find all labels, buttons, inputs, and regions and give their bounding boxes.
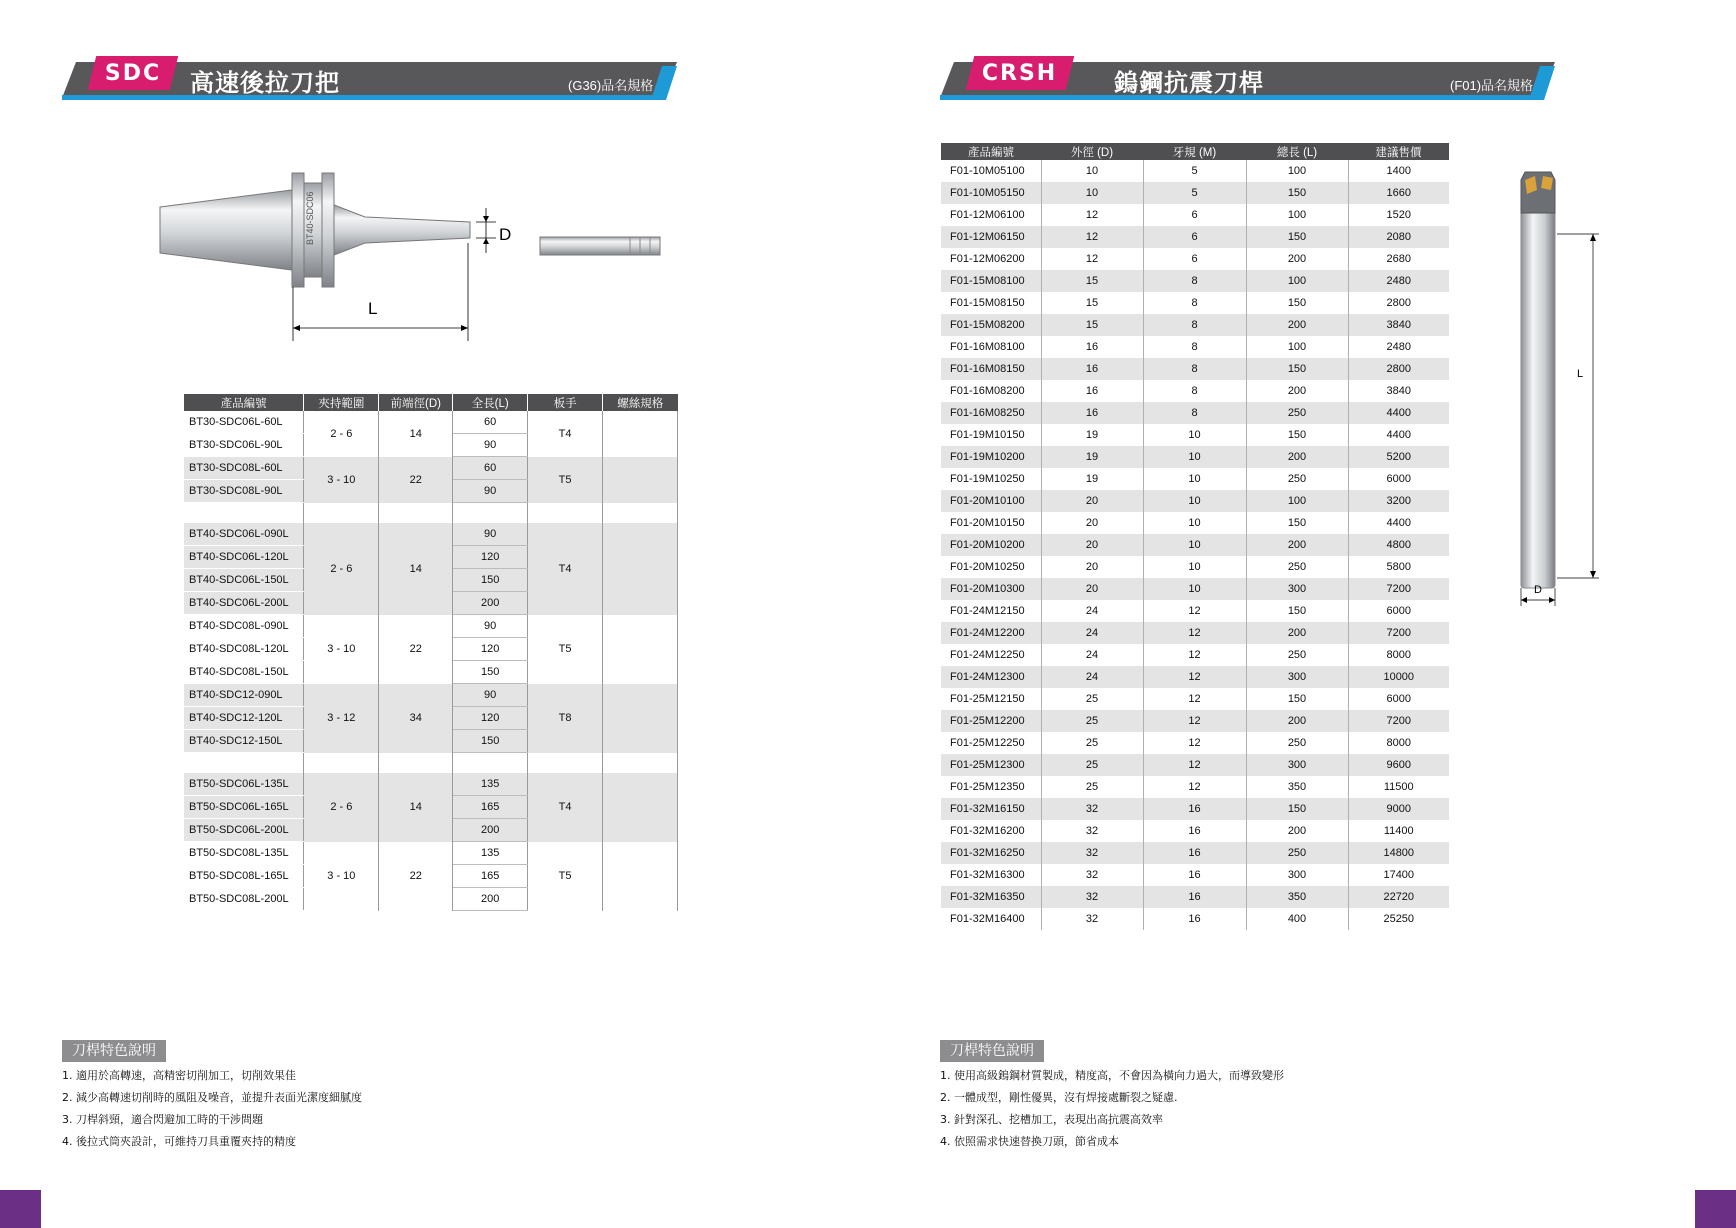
right-header-banner [940,62,1555,98]
col-screw: 螺絲規格 [603,394,678,411]
page-title: 鎢鋼抗震刀桿 [1114,69,1264,97]
features-title: 刀桿特色說明 [940,1040,1044,1062]
col-code: 產品編號 [941,143,1041,160]
page-corner-mark [1695,1190,1736,1228]
table-row: BT30-SDC08L-60L 3 - 10 22 60 T5 [184,457,678,480]
features-title: 刀桿特色說明 [62,1040,166,1062]
collet-image [540,237,660,255]
table-row: BT50-SDC06L-200L 200 [184,819,678,842]
feature-note: 2. 減少高轉速切削時的風阻及噪音，並提升表面光潔度細膩度 [62,1091,362,1104]
table-row: BT50-SDC08L-200L 200 [184,888,678,911]
feature-note: 1. 使用高級鎢鋼材質製成，精度高，不會因為橫向力過大，而導致變形 [940,1069,1284,1082]
tool-holder-diagram [150,165,710,345]
col-code: 產品編號 [184,394,304,411]
table-row: F01-16M08250 16 8 250 4400 [941,402,1449,424]
table-row: F01-25M12350 25 12 350 11500 [941,776,1449,798]
table-row: BT30-SDC06L-90L 90 [184,434,678,457]
table-row: BT40-SDC06L-200L 200 [184,592,678,615]
table-row: F01-10M05100 10 5 100 1400 [941,160,1449,182]
spec-label: (G36)品名規格 [568,78,654,93]
table-row: BT50-SDC08L-165L 165 [184,865,678,888]
spec-label: (F01)品名規格 [1450,78,1534,93]
table-row: F01-15M08100 15 8 100 2480 [941,270,1449,292]
table-row: F01-24M12250 24 12 250 8000 [941,644,1449,666]
table-row: BT40-SDC12-090L 3 - 12 34 90 T8 [184,684,678,707]
table-row: F01-10M05150 10 5 150 1660 [941,182,1449,204]
dimension-l-label: L [368,299,378,318]
col-wrench: 板手 [528,394,603,411]
page-title: 高速後拉刀把 [190,69,340,97]
feature-note: 4. 後拉式筒夾設計，可維持刀具重覆夾持的精度 [62,1135,296,1148]
table-row: F01-20M10150 20 10 150 4400 [941,512,1449,534]
table-row: F01-12M06100 12 6 100 1520 [941,204,1449,226]
table-header-row [941,143,1449,160]
table-row: F01-25M12300 25 12 300 9600 [941,754,1449,776]
table-row: F01-24M12150 24 12 150 6000 [941,600,1449,622]
table-row: F01-20M10300 20 10 300 7200 [941,578,1449,600]
table-row: F01-19M10150 19 10 150 4400 [941,424,1449,446]
series-tag: CRSH [966,56,1074,90]
table-row: BT50-SDC06L-165L 165 [184,796,678,819]
left-header-banner [62,62,677,98]
dimension-l-label: L [1577,368,1584,380]
table-row: F01-20M10200 20 10 200 4800 [941,534,1449,556]
table-row: BT40-SDC12-120L 120 [184,707,678,730]
feature-note: 2. 一體成型，剛性優異，沒有焊接處斷裂之疑慮. [940,1091,1178,1104]
crsh-spec-table [941,143,1449,930]
feature-note: 3. 針對深孔、挖槽加工，表現出高抗震高效率 [940,1113,1163,1126]
table-row: F01-19M10200 19 10 200 5200 [941,446,1449,468]
table-row: F01-16M08200 16 8 200 3840 [941,380,1449,402]
table-row: F01-32M16250 32 16 250 14800 [941,842,1449,864]
table-row: BT30-SDC08L-90L 90 [184,480,678,503]
feature-note: 3. 刀桿斜頸，適合閃避加工時的干涉問題 [62,1113,263,1126]
table-row: F01-16M08150 16 8 150 2800 [941,358,1449,380]
table-row: F01-16M08100 16 8 100 2480 [941,336,1449,358]
table-row: F01-32M16200 32 16 200 11400 [941,820,1449,842]
table-row: F01-32M16400 32 16 400 25250 [941,908,1449,930]
table-row: BT40-SDC08L-090L 3 - 10 22 90 T5 [184,615,678,638]
page-corner-mark [0,1190,41,1228]
col-length: 總長 (L) [1246,143,1348,160]
table-row: F01-32M16300 32 16 300 17400 [941,864,1449,886]
table-row: F01-32M16150 32 16 150 9000 [941,798,1449,820]
boring-bar-diagram [1505,168,1605,613]
table-header-row [184,394,678,411]
col-diameter: 前端徑(D) [379,394,453,411]
col-diameter: 外徑 (D) [1041,143,1143,160]
table-row: BT40-SDC06L-150L 150 [184,569,678,592]
table-row: BT40-SDC08L-150L 150 [184,661,678,684]
table-row: F01-15M08200 15 8 200 3840 [941,314,1449,336]
table-row: F01-24M12300 24 12 300 10000 [941,666,1449,688]
table-row: BT40-SDC12-150L 150 [184,730,678,753]
col-length: 全長(L) [453,394,528,411]
dimension-d-label: D [1534,584,1542,596]
table-row: F01-32M16350 32 16 350 22720 [941,886,1449,908]
sdc-spec-table [184,394,678,911]
col-price: 建議售價 [1348,143,1449,160]
series-tag: SDC [88,56,178,90]
table-row: BT50-SDC08L-135L 3 - 10 22 135 T5 [184,842,678,865]
table-row: BT40-SDC08L-120L 120 [184,638,678,661]
table-row: F01-24M12200 24 12 200 7200 [941,622,1449,644]
table-row: BT50-SDC06L-135L 2 - 6 14 135 T4 [184,773,678,796]
table-row: F01-15M08150 15 8 150 2800 [941,292,1449,314]
table-row: BT30-SDC06L-60L 2 - 6 14 60 T4 [184,411,678,434]
table-row: F01-25M12250 25 12 250 8000 [941,732,1449,754]
feature-note: 4. 依照需求快速替換刀頭，節省成本 [940,1135,1119,1148]
feature-note: 1. 適用於高轉速，高精密切削加工，切削效果佳 [62,1069,296,1082]
dimension-d-label: D [499,225,512,244]
table-row: F01-25M12200 25 12 200 7200 [941,710,1449,732]
table-row: F01-19M10250 19 10 250 6000 [941,468,1449,490]
table-row: F01-12M06150 12 6 150 2080 [941,226,1449,248]
table-row: BT40-SDC06L-120L 120 [184,546,678,569]
col-thread: 牙規 (M) [1143,143,1246,160]
engraving-text: BT40-SDC06 [305,191,315,245]
col-range: 夾持範圍 [304,394,379,411]
table-row: F01-12M06200 12 6 200 2680 [941,248,1449,270]
table-row: BT40-SDC06L-090L 2 - 6 14 90 T4 [184,523,678,546]
table-row: F01-20M10250 20 10 250 5800 [941,556,1449,578]
table-row: F01-20M10100 20 10 100 3200 [941,490,1449,512]
table-row: F01-25M12150 25 12 150 6000 [941,688,1449,710]
